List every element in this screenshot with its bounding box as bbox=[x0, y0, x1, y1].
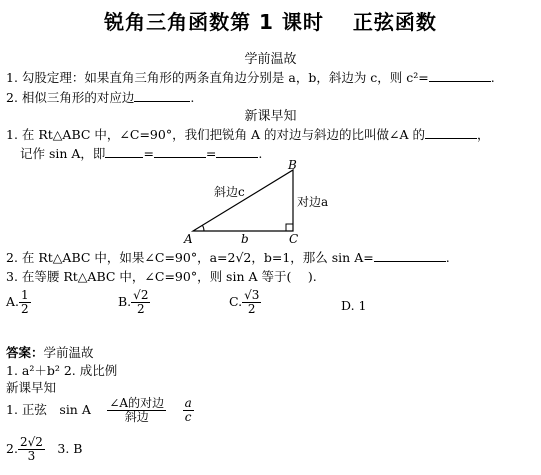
answer-blank bbox=[134, 90, 190, 102]
answer-blank bbox=[154, 146, 206, 158]
vertex-a-label: A bbox=[184, 232, 193, 246]
answers-new-lesson-heading: 新课早知 bbox=[6, 380, 57, 395]
section-heading-new-lesson: 新课早知 bbox=[244, 109, 297, 124]
answers-heading: 答案：学前温故 bbox=[6, 345, 94, 360]
opposite-side-label: 对边a bbox=[297, 195, 329, 209]
answer-blank bbox=[425, 127, 477, 139]
new-lesson-q1-line2: 记作 sin A，即 = = . bbox=[20, 146, 263, 161]
choice-b: B. $\frac{√2}{2}$ bbox=[118, 288, 149, 316]
answer-pre-study: 1. a²＋b² 2. 成比例 bbox=[6, 363, 118, 378]
section-heading-pre-study: 学前温故 bbox=[244, 52, 297, 67]
answer-blank bbox=[216, 146, 258, 158]
right-angle-mark bbox=[286, 224, 293, 231]
angle-a-arc bbox=[202, 225, 204, 231]
choice-c: C. $\frac{√3}{2}$ bbox=[229, 288, 260, 316]
answer-blank bbox=[374, 250, 446, 262]
answer-blank bbox=[429, 70, 491, 82]
choice-d: D. 1 bbox=[341, 298, 367, 313]
answer-new-lesson-2: 2. $\frac{2√2}{3}$ 3. B bbox=[6, 435, 83, 463]
choice-a: A. $\frac{1}{2}$ bbox=[6, 288, 29, 316]
answer-blank bbox=[105, 146, 143, 158]
vertex-c-label: C bbox=[289, 232, 299, 246]
hypotenuse-label: 斜边c bbox=[214, 185, 245, 199]
triangle-outline bbox=[193, 170, 293, 231]
right-triangle-figure bbox=[180, 158, 330, 248]
base-label: b bbox=[241, 232, 249, 246]
vertex-b-label: B bbox=[288, 158, 297, 172]
answer-new-lesson-1: 1. 正弦 sin A $\frac{\text{∠A的对边}}{\text{斜边}}$ $\frac{a}{c}$ bbox=[6, 396, 192, 424]
page-title: 锐角三角函数第 1 课时 正弦函数 bbox=[104, 10, 437, 34]
new-lesson-q1-line1: 1. 在 Rt△ABC 中，∠C=90°，我们把锐角 A 的对边与斜边的比叫做∠A 的 ， bbox=[6, 127, 490, 142]
pre-study-q1: 1. 勾股定理：如果直角三角形的两条直角边分别是 a，b，斜边为 c，则 c²= . bbox=[6, 70, 495, 85]
new-lesson-q2: 2. 在 Rt△ABC 中，如果∠C=90°，a=2√2，b=1，那么 sin A= . bbox=[6, 250, 450, 265]
pre-study-q2: 2. 相似三角形的对应边 . bbox=[6, 90, 195, 105]
new-lesson-q3: 3. 在等腰 Rt△ABC 中，∠C=90°，则 sin A 等于( ). bbox=[6, 269, 317, 284]
